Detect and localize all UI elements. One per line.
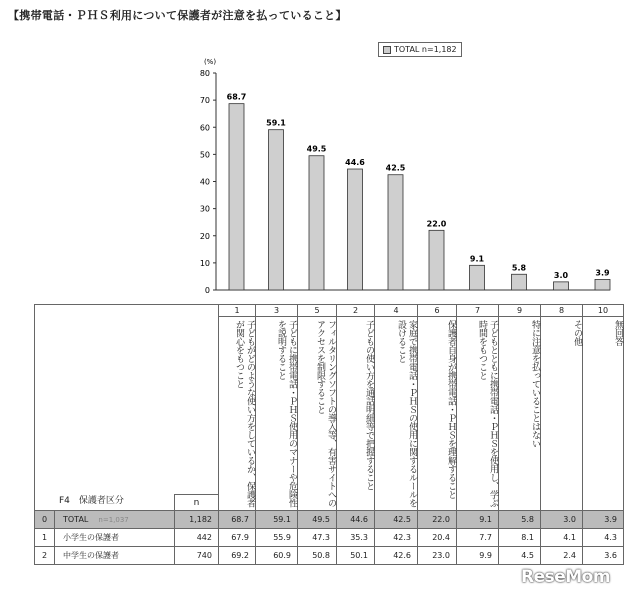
column-label: 保護者自身が携帯電話・ＰＨＳを理解すること <box>418 317 457 511</box>
table-cell: 69.2 <box>219 547 256 565</box>
column-code: 7 <box>457 305 499 317</box>
column-label: 特に注意を払っていることはない <box>499 317 541 511</box>
row-label <box>55 547 175 565</box>
column-label: 子どもに携帯電話・ＰＨＳ使用のマナーや危険性を説明すること <box>256 317 298 511</box>
bar <box>388 175 403 290</box>
table-cell: 9.1 <box>457 511 499 529</box>
table-cell: 60.9 <box>256 547 298 565</box>
table-cell: 3.9 <box>583 511 624 529</box>
table-cell: 3.6 <box>583 547 624 565</box>
column-code: 9 <box>499 305 541 317</box>
table-cell: 20.4 <box>418 529 457 547</box>
table-cell: 68.7 <box>219 511 256 529</box>
data-table <box>34 304 624 565</box>
table-cell: 4.1 <box>541 529 583 547</box>
row-label-text: TOTAL <box>63 515 89 524</box>
legend <box>378 42 462 57</box>
row-code: 1 <box>35 529 55 547</box>
table-cell: 49.5 <box>298 511 337 529</box>
table-row <box>35 529 624 547</box>
table-cell: 5.8 <box>499 511 541 529</box>
bar <box>348 169 363 290</box>
data-label: 5.8 <box>511 263 527 273</box>
page-title: 【携帯電話・ＰＨＳ利用について保護者が注意を払っていること】 <box>8 9 347 22</box>
column-code: 4 <box>375 305 418 317</box>
bar <box>309 156 324 290</box>
bar <box>429 230 444 290</box>
column-label: 子どもとともに携帯電話・ＰＨＳを使用し、学ぶ時間をもつこと <box>457 317 499 511</box>
watermark-logo: ReseMom <box>521 567 611 587</box>
table-cell: 4.5 <box>499 547 541 565</box>
table-row <box>35 547 624 565</box>
table-cell: 7.7 <box>457 529 499 547</box>
table-cell: 44.6 <box>337 511 375 529</box>
bar <box>229 104 244 290</box>
legend-label: TOTAL n=1,182 <box>394 45 457 54</box>
y-tick-label: 50 <box>199 150 210 160</box>
table-cell: 59.1 <box>256 511 298 529</box>
data-label: 22.0 <box>426 219 447 229</box>
column-label: 子どもがどのような使い方をしているか、保護者が関心をもつこと <box>219 317 256 511</box>
y-tick-label: 30 <box>199 204 210 214</box>
column-code: 8 <box>541 305 583 317</box>
column-code: 5 <box>298 305 337 317</box>
bar <box>470 265 485 290</box>
y-tick-label: 20 <box>199 231 210 241</box>
table-row <box>35 511 624 529</box>
bar <box>269 130 284 290</box>
y-tick-label: 70 <box>199 96 210 106</box>
column-label: 無回答 <box>583 317 624 511</box>
y-unit-label: (%) <box>203 58 217 66</box>
data-label: 9.1 <box>469 254 485 264</box>
y-tick-label: 10 <box>199 258 210 268</box>
row-label <box>55 511 175 529</box>
table-header-label-cell <box>35 305 219 511</box>
data-label: 3.9 <box>595 268 610 278</box>
y-tick-label: 40 <box>199 177 210 187</box>
data-label: 59.1 <box>266 118 286 128</box>
y-tick-label: 80 <box>199 69 210 78</box>
column-label: フィルタリングソフトの導入等、有害サイトへのアクセスを制限すること <box>298 317 337 511</box>
table-cell: 22.0 <box>418 511 457 529</box>
row-code: 0 <box>35 511 55 529</box>
row-label-text: 中学生の保護者 <box>63 551 119 560</box>
table-cell: 3.0 <box>541 511 583 529</box>
column-label: その他 <box>541 317 583 511</box>
table-cell: 42.3 <box>375 529 418 547</box>
table-cell: 50.8 <box>298 547 337 565</box>
row-label-text: 小学生の保護者 <box>63 533 119 542</box>
legend-swatch <box>383 46 391 54</box>
table-header-label: F4 保護者区分 <box>59 496 124 506</box>
data-label: 49.5 <box>306 144 327 154</box>
row-n: 1,182 <box>175 511 219 529</box>
table-cell: 35.3 <box>337 529 375 547</box>
row-code: 2 <box>35 547 55 565</box>
column-code: 1 <box>219 305 256 317</box>
column-code: 6 <box>418 305 457 317</box>
row-n: 442 <box>175 529 219 547</box>
table-cell: 23.0 <box>418 547 457 565</box>
bar <box>512 274 527 290</box>
table-cell: 42.6 <box>375 547 418 565</box>
column-code: 2 <box>337 305 375 317</box>
data-label: 3.0 <box>553 270 569 280</box>
column-label: 家庭で携帯電話・ＰＨＳの使用に関するルールを設けること <box>375 317 418 511</box>
row-label <box>55 529 175 547</box>
table-cell: 50.1 <box>337 547 375 565</box>
data-label: 42.5 <box>385 163 406 173</box>
column-label: 子どもの使い方を通話明細等で把握すること <box>337 317 375 511</box>
row-label-sub: n=1,037 <box>98 516 129 524</box>
y-tick-label: 0 <box>204 286 210 295</box>
table-cell: 67.9 <box>219 529 256 547</box>
column-code: 10 <box>583 305 624 317</box>
bar <box>554 282 569 290</box>
table-cell: 2.4 <box>541 547 583 565</box>
table-cell: 47.3 <box>298 529 337 547</box>
data-label: 68.7 <box>226 92 247 102</box>
y-tick-label: 60 <box>199 123 210 133</box>
table-cell: 42.5 <box>375 511 418 529</box>
table-cell: 55.9 <box>256 529 298 547</box>
column-code: 3 <box>256 305 298 317</box>
data-label: 44.6 <box>345 158 365 168</box>
row-n: 740 <box>175 547 219 565</box>
bar <box>595 279 610 290</box>
table-cell: 8.1 <box>499 529 541 547</box>
table-n-header: n <box>174 494 218 510</box>
table-cell: 4.3 <box>583 529 624 547</box>
table-cell: 9.9 <box>457 547 499 565</box>
